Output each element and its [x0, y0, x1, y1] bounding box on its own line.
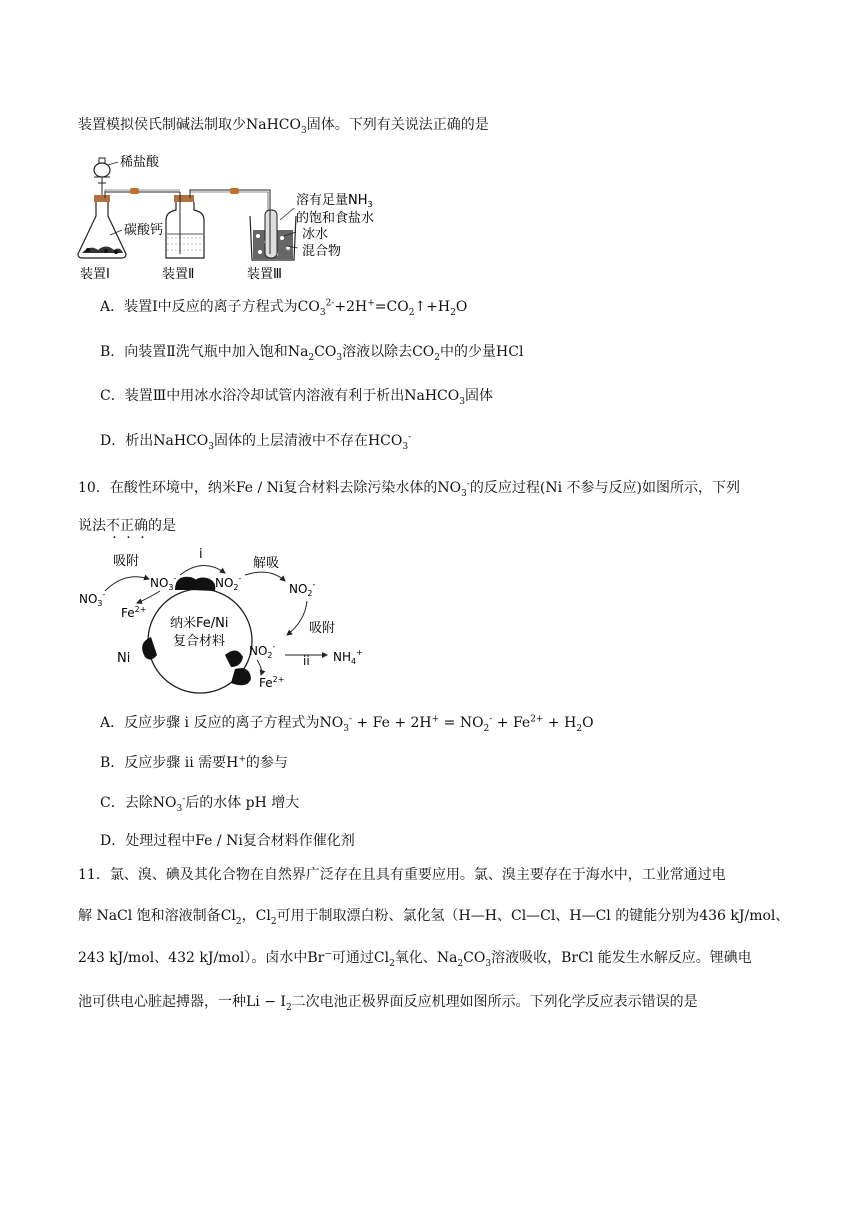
q11-stem-2: 解 NaCl 饱和溶液制备$Cl_2$，$Cl_2$可用于制取漂白粉、氯化氢（H—H、Cl—Cl、H—Cl 的键能分别为436 kJ/mol、: [78, 908, 790, 927]
no3-adsorbed: NO: [150, 576, 169, 590]
svg-text:NH4+: $NH_4^+$: [333, 648, 363, 666]
q11-stem-4: 池可供电心脏起搏器，一种$Li - I_2$二次电池正极界面反应机理如图所示。下列化学反应表示错误的是: [78, 994, 698, 1013]
svg-text:溶有足量NH3: 溶有足量$NH_3$: [296, 193, 373, 209]
adsorb-label: 吸附: [113, 554, 140, 569]
q9-stem: 装置模拟侯氏制碱法制取少NaHCO$_3$固体。下列有关说法正确的是: [78, 117, 489, 136]
adsorb-label-2: 吸附: [309, 621, 336, 636]
ni-label: Ni: [117, 651, 131, 666]
q11-stem-1: 11．氯、溴、碘及其化合物在自然界广泛存在且具有重要应用。氯、溴主要存在于海水中，工业常通过电: [78, 867, 726, 883]
ice-label: 冰水: [302, 227, 329, 242]
no2-adsorbed: NO: [215, 576, 234, 590]
q10-stem-2: 说法不正确的是: [78, 518, 176, 534]
emphasis-text: 不正确: [106, 518, 148, 534]
device-3-label: 装置Ⅲ: [247, 267, 282, 282]
fe2-ion-2: Fe: [259, 676, 273, 690]
svg-text:Fe2+: $Fe^{2+}$: [259, 675, 285, 690]
apparatus-figure: [70, 150, 375, 285]
svg-text:NO2-: $NO_2^-$: [249, 642, 276, 660]
q10-option-d: D．处理过程中Fe / Ni复合材料作催化剂: [100, 833, 355, 849]
reaction-diagram: [75, 545, 375, 695]
step-i-label: i: [199, 547, 203, 562]
center-label-2: 复合材料: [173, 634, 226, 649]
svg-text:NO3-: $NO_3^-$: [79, 590, 106, 608]
svg-text:NO2-: $NO_2^-$: [215, 574, 242, 592]
q10-option-a: A．反应步骤 i 反应的离子方程式为$NO_3^- + Fe + 2H^+ = NO_2^- + Fe^{2+} + H_2O$: [100, 714, 594, 734]
q11-stem-3: 243 kJ/mol、432 kJ/mol）。卤水中Br−可通过$Cl_2$氧化、$Na_2CO_3$溶液吸收，BrCl 能发生水解反应。锂碘电: [78, 949, 752, 969]
no2-free: NO: [289, 582, 308, 596]
step-ii-label: ii: [303, 654, 310, 668]
q10-option-b: B．反应步骤 ii 需要H+的参与: [100, 754, 288, 771]
device-2-label: 装置Ⅱ: [162, 267, 195, 282]
svg-text:Fe2+: $Fe^{2+}$: [121, 605, 147, 620]
solution-label: 溶有足量NH: [296, 193, 368, 208]
acid-label: 稀盐酸: [120, 155, 160, 170]
caco3-label: 碳酸钙: [124, 223, 164, 238]
solution-label-2: 的饱和食盐水: [296, 211, 375, 226]
ice-label-2: 混合物: [302, 244, 342, 259]
desorb-label: 解吸: [253, 556, 280, 571]
q10-stem: 10．在酸性环境中，纳米Fe / Ni复合材料去除污染水体的$NO_3^-$的反应过程(Ni 不参与反应)如图所示，下列: [78, 479, 741, 499]
center-label: 纳米Fe/Ni: [170, 616, 229, 631]
q9-option-d: D．析出NaHCO$_3$固体的上层清液中不存在$HCO_3^-$: [100, 432, 412, 452]
q9-option-a: A．装置Ⅰ中反应的离子方程式为$CO_3^{2-}+2H^+=CO_2↑+H_2O$: [100, 298, 468, 318]
nh4-product: NH: [333, 650, 351, 664]
no2-readsorbed: NO: [249, 644, 268, 658]
q9-option-b: B．向装置Ⅱ洗气瓶中加入饱和$Na_2CO_3$溶液以除去$CO_2$中的少量HCl: [100, 344, 524, 363]
device-1-label: 装置Ⅰ: [80, 267, 110, 282]
no3-species: NO: [79, 592, 98, 606]
q10-option-c: C．去除$NO_3^-$后的水体 pH 增大: [100, 794, 300, 814]
svg-text:NO3-: $NO_3^-$: [150, 574, 177, 592]
fe2-ion: Fe: [121, 606, 135, 620]
q9-option-c: C．装置Ⅲ中用冰水浴冷却试管内溶液有利于析出NaHCO$_3$固体: [100, 388, 493, 407]
svg-text:NO2-: $NO_2^-$: [289, 580, 316, 598]
